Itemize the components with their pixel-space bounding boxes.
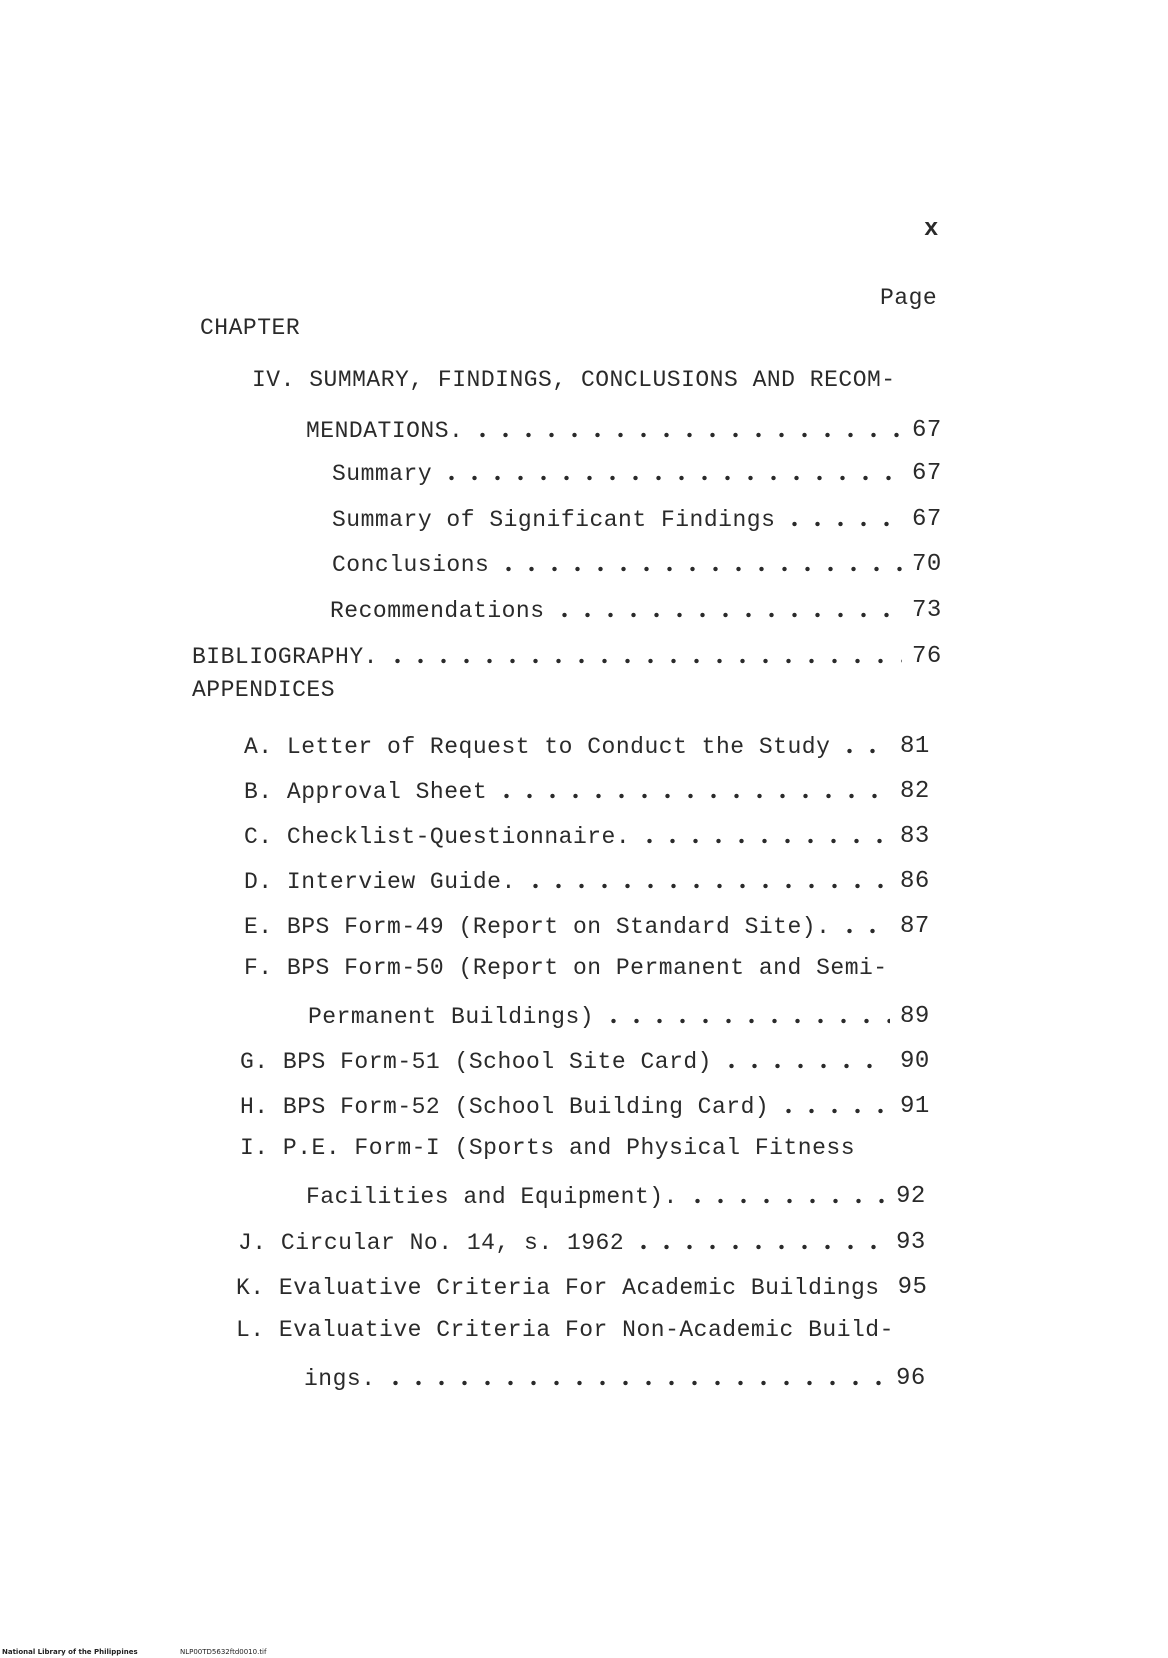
chapter-iv-title-line1: IV. SUMMARY, FINDINGS, CONCLUSIONS AND RECOM- <box>252 367 896 393</box>
toc-entry-appendix-e <box>244 910 934 940</box>
dot-leader <box>720 1063 890 1069</box>
entry-label: J. Circular No. 14, s. 1962 <box>238 1230 625 1256</box>
toc-entry-appendix-h <box>240 1090 934 1120</box>
toc-entry-bibliography <box>192 640 946 670</box>
page-ref: 92 <box>896 1183 926 1210</box>
dot-leader <box>495 793 890 799</box>
entry-label: B. Approval Sheet <box>244 779 488 805</box>
page-ref: 93 <box>896 1229 926 1256</box>
toc-entry-conclusions <box>332 548 946 578</box>
toc-entry-appendix-g <box>240 1045 934 1075</box>
page-ref: 81 <box>900 733 930 760</box>
entry-label: Summary <box>332 461 433 487</box>
page-ref: 83 <box>900 823 930 850</box>
toc-entry-appendix-b <box>244 775 934 805</box>
chapter-iv-title-line2: MENDATIONS. <box>306 418 464 444</box>
dot-leader <box>384 1380 886 1386</box>
entry-label: ings. <box>304 1366 376 1392</box>
toc-entry-appendix-f <box>308 1000 934 1030</box>
toc-entry-recommendations-chapter <box>306 414 946 444</box>
toc-entry-appendix-l <box>304 1362 930 1392</box>
dot-leader <box>638 838 890 844</box>
appendices-heading: APPENDICES <box>192 677 336 703</box>
chapter-heading: CHAPTER <box>200 315 301 341</box>
page-ref: 96 <box>896 1365 926 1392</box>
page-ref: 67 <box>912 506 942 533</box>
toc-entry-significant-findings <box>332 503 946 533</box>
toc-entry-summary <box>332 457 946 487</box>
dot-leader <box>632 1244 886 1250</box>
dot-leader <box>838 928 890 934</box>
dot-leader <box>440 475 902 481</box>
entry-label: C. Checklist-Questionnaire. <box>244 824 631 850</box>
entry-label: Permanent Buildings) <box>308 1004 595 1030</box>
toc-entry-appendix-i <box>306 1180 930 1210</box>
toc-entry-appendix-d <box>244 865 934 895</box>
page-ref: 89 <box>900 1003 930 1030</box>
dot-leader <box>471 432 902 438</box>
entry-label: Facilities and Equipment). <box>306 1184 678 1210</box>
dot-leader <box>686 1198 886 1204</box>
page-ref: 73 <box>912 597 942 624</box>
dot-leader <box>553 612 902 618</box>
toc-entry-appendix-k <box>236 1271 930 1301</box>
entry-label: Conclusions <box>332 552 490 578</box>
page-ref: 87 <box>900 913 930 940</box>
appendix-l-line1: L. Evaluative Criteria For Non-Academic Build- <box>236 1317 894 1343</box>
dot-leader <box>783 521 902 527</box>
toc-entry-recommendations <box>330 594 946 624</box>
dot-leader <box>777 1108 890 1114</box>
entry-label: D. Interview Guide. <box>244 869 516 895</box>
dot-leader <box>386 658 902 664</box>
page-ref: 70 <box>912 551 942 578</box>
entry-label: A. Letter of Request to Conduct the Study <box>244 734 831 760</box>
entry-label: E. BPS Form-49 (Report on Standard Site). <box>244 914 831 940</box>
appendix-f-line1: F. BPS Form-50 (Report on Permanent and Semi- <box>244 955 888 981</box>
entry-label: Recommendations <box>330 598 545 624</box>
page-ref: 90 <box>900 1048 930 1075</box>
toc-entry-appendix-c <box>244 820 934 850</box>
entry-label: H. BPS Form-52 (School Building Card) <box>240 1094 770 1120</box>
entry-label: BIBLIOGRAPHY. <box>192 644 378 670</box>
page-ref: 91 <box>900 1093 930 1120</box>
appendix-i-line1: I. P.E. Form-I (Sports and Physical Fitness <box>240 1135 855 1161</box>
toc-entry-appendix-j <box>238 1226 930 1256</box>
entry-label: K. Evaluative Criteria For Academic Buildings <box>236 1275 880 1301</box>
entry-label: Summary of Significant Findings <box>332 507 776 533</box>
dot-leader <box>602 1018 890 1024</box>
toc-entry-appendix-a <box>244 730 934 760</box>
entry-label: G. BPS Form-51 (School Site Card) <box>240 1049 712 1075</box>
page-ref: 82 <box>900 778 930 805</box>
page-ref: 76 <box>912 643 942 670</box>
dot-leader <box>497 566 902 572</box>
dot-leader <box>838 748 890 754</box>
page-number: x <box>924 216 939 243</box>
page-ref: 67 <box>912 417 942 444</box>
footer-library-credit: National Library of the Philippines <box>2 1648 138 1656</box>
footer-file-id: NLP00TD5632ftd0010.tif <box>180 1648 267 1656</box>
page-ref: 67 <box>912 460 942 487</box>
page-ref: 95 <box>897 1274 928 1301</box>
page-ref: 86 <box>900 868 930 895</box>
dot-leader <box>524 883 890 889</box>
page-column-header: Page <box>880 285 938 311</box>
